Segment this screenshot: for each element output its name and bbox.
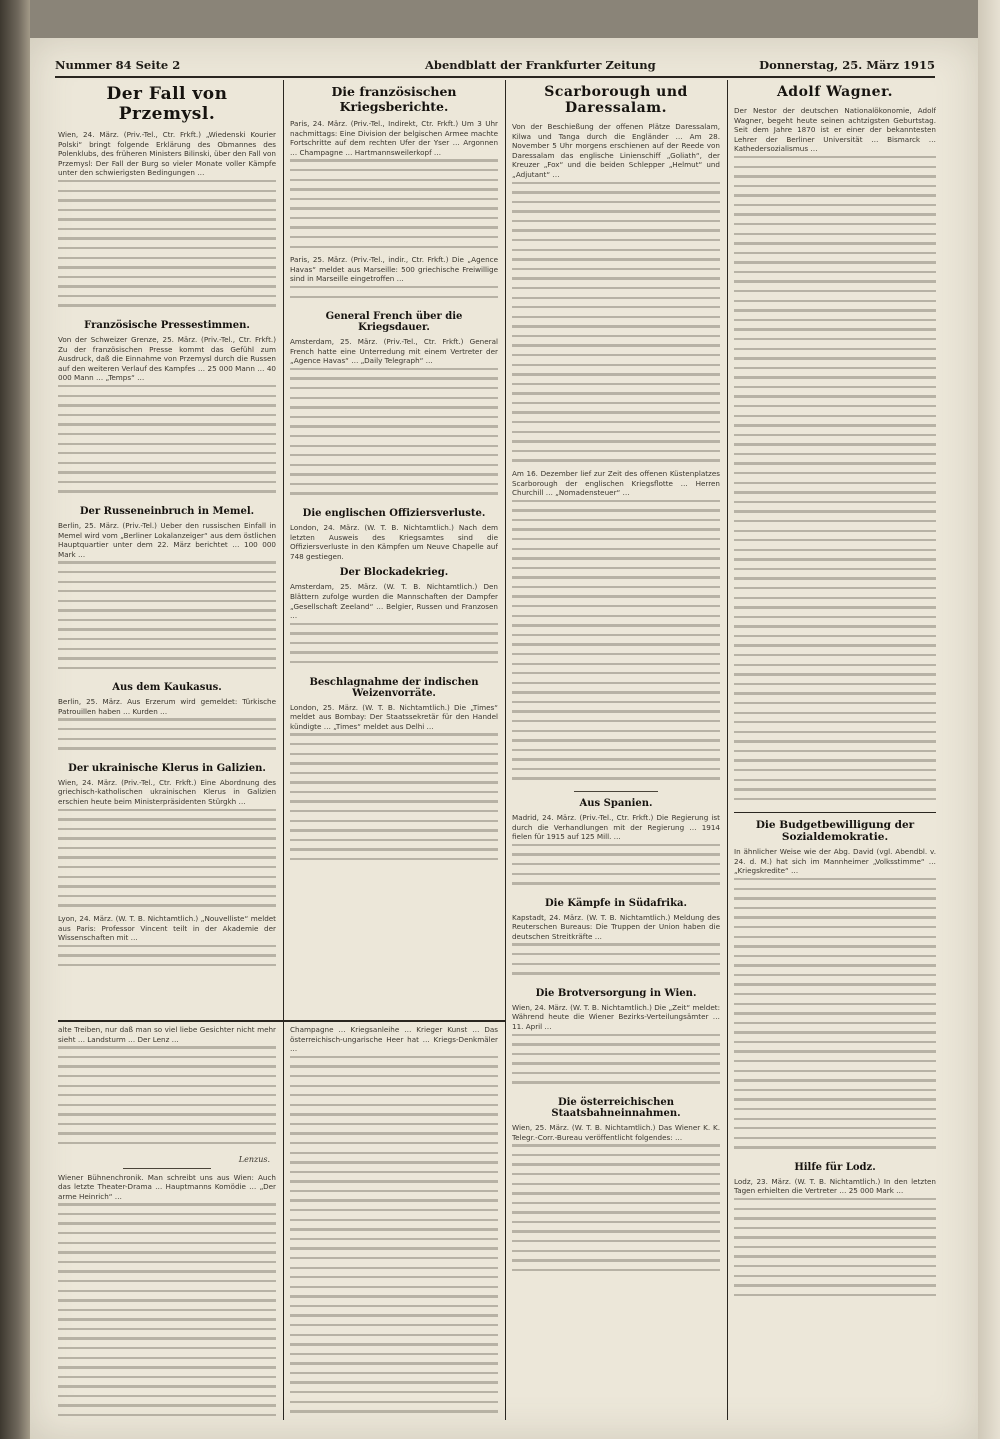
column-3 <box>512 80 720 1420</box>
section-heading: Die englischen Offiziersverluste. <box>302 507 486 519</box>
article-paragraph: Lodz, 23. März. (W. T. B. Nichtamtlich.) In den letzten Tagen erhielten die Vertreter … 25 000 Mark … <box>734 1176 936 1196</box>
text-lines <box>58 561 276 676</box>
article-paragraph: London, 24. März. (W. T. B. Nichtamtlich.) Nach dem letzten Ausweis des Kriegsamtes sind die Offiziersverluste in den Kämpfen um Neuve Chapelle auf 748 gestiegen. <box>290 522 498 561</box>
text-lines <box>58 385 276 500</box>
text-lines <box>58 180 276 314</box>
section-heading: Der Blockadekrieg. <box>339 567 449 579</box>
newspaper-name: Abendblatt der Frankfurter Zeitung <box>425 58 656 72</box>
article-paragraph: Amsterdam, 25. März. (W. T. B. Nichtamtlich.) Den Blättern zufolge wurden die Mannschaften der Dampfer „Gesellschaft Zeeland“ … Belgier, Russen und Franzosen … <box>290 582 498 621</box>
article-paragraph: Von der Beschießung der offenen Plätze Daressalam, Kilwa und Tanga durch die Engländer … Am 28. November 5 Uhr morgens erschienen auf der Reede von Daressalam das englische Linienschiff „Goliath“, der Kreuzer „Fox“ und die beiden Schlepper „Helmut“ und „Adjutant“ … <box>512 122 720 179</box>
article-paragraph: Von der Schweizer Grenze, 25. März. (Priv.-Tel., Ctr. Frkft.) Zu der französischen Presse kommt das Gefühl zum Ausdruck, daß die Einnahme von Przemysl durch die Russen auf den weiteren Verlauf des Kampfes … 25 000 Mann … 40 000 Mann … „Temps“ … <box>58 335 276 383</box>
section-heading: Beschlagnahme der indischen Weizenvorräte. <box>309 676 479 699</box>
column-4 <box>734 80 936 1420</box>
article-paragraph: Wien, 24. März. (Priv.-Tel., Ctr. Frkft.) Eine Abordnung des griechisch-katholischen ukrainischen Klerus in Galizien erschien heute beim Ministerpräsidenten Stürgkh … <box>58 777 276 806</box>
feuilleton-paragraph: Wiener Bühnenchronik. Man schreibt uns aus Wien: Auch das letzte Theater-Drama … Hauptmanns Komödie … „Der arme Heinrich“ … <box>58 1172 276 1201</box>
separator-rule <box>574 791 657 792</box>
column-divider <box>727 80 728 1420</box>
text-lines <box>290 1056 498 1420</box>
text-lines <box>734 1198 936 1303</box>
masthead <box>55 58 935 74</box>
issue-and-page: Nummer 84 Seite 2 <box>55 58 181 72</box>
article-paragraph: London, 25. März. (W. T. B. Nichtamtlich.) Die „Times“ meldet aus Bombay: Der Staatssekretär für den Handel kündigte … „Times“ meldet aus Delhi … <box>290 702 498 731</box>
article-paragraph: Madrid, 24. März. (Priv.-Tel., Ctr. Frkft.) Die Regierung ist durch die Verhandlungen mit der Regierung … 1914 fielen für 1915 auf 125 Mill. … <box>512 813 720 842</box>
article-paragraph: In ähnlicher Weise wie der Abg. David (vgl. Abendbl. v. 24. d. M.) hat sich im Mannheimer „Volksstimme“ … „Kriegskredite“ … <box>734 847 936 876</box>
text-lines <box>290 623 498 671</box>
text-lines <box>512 1034 720 1091</box>
article-title: Der Fall von Przemysl. <box>106 84 228 124</box>
section-heading: Aus dem Kaukasus. <box>112 682 222 694</box>
section-heading: Hilfe für Lodz. <box>794 1161 876 1173</box>
article-paragraph: Wien, 24. März. (Priv.-Tel., Ctr. Frkft.) „Wiedenski Kourier Polski“ bringt folgende Erklärung des Obmannes des Polenklubs, des früheren Ministers Bilinski, über den Fall von Przemysl: Der Fall der Burg so vieler Monate voller Kämpfe unter den schwierigsten Bedingungen … <box>58 130 276 178</box>
section-heading: Der Russeneinbruch in Memel. <box>79 505 255 517</box>
article-paragraph: Wien, 25. März. (W. T. B. Nichtamtlich.) Das Wiener K. K. Telegr.-Corr.-Bureau veröffentlicht folgendes: … <box>512 1123 720 1142</box>
issue-date: Donnerstag, 25. März 1915 <box>759 58 935 72</box>
feuilleton-middle <box>290 1025 498 1420</box>
article-paragraph: Berlin, 25. März. (Priv.-Tel.) Ueber den russischen Einfall in Memel wird vom „Berliner Lokalanzeiger“ aus dem östlichen Hauptquartier unter dem 22. März berichtet … 100 000 Mark … <box>58 520 276 559</box>
adjacent-page-edge <box>978 0 1000 1439</box>
text-lines <box>512 500 720 787</box>
text-lines <box>290 733 498 867</box>
text-lines <box>58 1046 276 1151</box>
text-lines <box>512 943 720 981</box>
text-lines <box>58 809 276 914</box>
article-paragraph: Am 16. Dezember lief zur Zeit des offenen Küstenplatzes Scarborough der englischen Kriegsflotte … Herren Churchill … „Nomadensteuer“ … <box>512 468 720 498</box>
article-paragraph: Paris, 24. März. (Priv.-Tel., Indirekt, Ctr. Frkft.) Um 3 Uhr nachmittags: Eine Division der belgischen Armee machte Fortschritte auf dem rechten Ufer der Yser … Argonnen … Champagne … Hartmannsweilerkopf … <box>290 119 498 157</box>
section-rule <box>734 812 936 813</box>
article-paragraph: Paris, 25. März. (Priv.-Tel., indir., Ctr. Frkft.) Die „Agence Havas“ meldet aus Marseille: 500 griechische Freiwillige sind in Marseille eingetroffen … <box>290 255 498 284</box>
column-divider <box>505 80 506 1420</box>
column-2 <box>290 80 498 1018</box>
text-lines <box>290 159 498 255</box>
text-lines <box>58 1203 276 1420</box>
article-paragraph: Amsterdam, 25. März. (Priv.-Tel., Ctr. Frkft.) General French hatte eine Unterredung mit einem Vertreter der „Agence Havas“ … „Daily Telegraph“ … <box>290 337 498 366</box>
section-heading: Die Budgetbewilligung der Sozialdemokratie. <box>755 819 915 844</box>
section-heading: Der ukrainische Klerus in Galizien. <box>68 762 266 774</box>
section-heading: Aus Spanien. <box>579 798 653 810</box>
text-lines <box>512 844 720 892</box>
feuilleton-paragraph: alte Treiben, nur daß man so viel liebe Gesichter nicht mehr sieht … Landsturm … Der Lenz … <box>58 1025 276 1044</box>
article-title: Die französischen Kriegsberichte. <box>331 84 457 114</box>
author-signature: Lenzus. <box>238 1154 270 1164</box>
feuilleton-paragraph: Champagne … Kriegsanleihe … Krieger Kunst … Das österreichisch-ungarische Heer hat … Kriegs-Denkmäler … <box>290 1025 498 1054</box>
column-divider <box>283 80 284 1420</box>
text-lines <box>290 286 498 305</box>
text-lines <box>290 368 498 502</box>
article-title: Adolf Wagner. <box>776 84 894 100</box>
article-paragraph: Der Nestor der deutschen Nationalökonomie, Adolf Wagner, begeht heute seinen achtzigsten Geburtstag. Seit dem Jahre 1870 ist er einer der bekanntesten Lehrer der Berliner Universität … Bismarck … Kathedersozialismus … <box>734 106 936 154</box>
article-title: Scarborough und Daressalam. <box>544 84 688 116</box>
feuilleton-divider <box>58 1020 505 1022</box>
article-paragraph: Lyon, 24. März. (W. T. B. Nichtamtlich.) „Nouvelliste“ meldet aus Paris: Professor Vincent teilt in der Akademie der Wissenschaften mit … <box>58 913 276 943</box>
separator-rule <box>123 1168 210 1169</box>
feuilleton-left <box>58 1025 276 1420</box>
text-lines <box>58 945 276 974</box>
section-heading: Die Brotversorgung in Wien. <box>535 987 697 999</box>
text-lines <box>512 1144 720 1278</box>
section-heading: Die österreichischen Staatsbahneinnahmen. <box>551 1097 681 1120</box>
section-heading: Die Kämpfe in Südafrika. <box>545 897 687 909</box>
text-lines <box>58 718 276 756</box>
masthead-rule <box>55 76 935 78</box>
section-heading: Französische Pressestimmen. <box>84 320 250 332</box>
article-paragraph: Berlin, 25. März. Aus Erzerum wird gemeldet: Türkische Patrouillen haben … Kurden … <box>58 697 276 716</box>
book-binding <box>0 0 30 1439</box>
section-heading: General French über die Kriegsdauer. <box>325 311 463 334</box>
article-paragraph: Kapstadt, 24. März. (W. T. B. Nichtamtlich.) Meldung des Reuterschen Bureaus: Die Truppen der Union haben die deutschen Streitkräfte … <box>512 912 720 941</box>
column-1 <box>58 80 276 1018</box>
article-paragraph: Wien, 24. März. (W. T. B. Nichtamtlich.) Die „Zeit“ meldet: Während heute die Wiener Bezirks-Verteilungsämter … 11. April … <box>512 1002 720 1031</box>
text-lines <box>734 156 936 807</box>
text-lines <box>512 182 720 469</box>
text-lines <box>734 878 936 1156</box>
